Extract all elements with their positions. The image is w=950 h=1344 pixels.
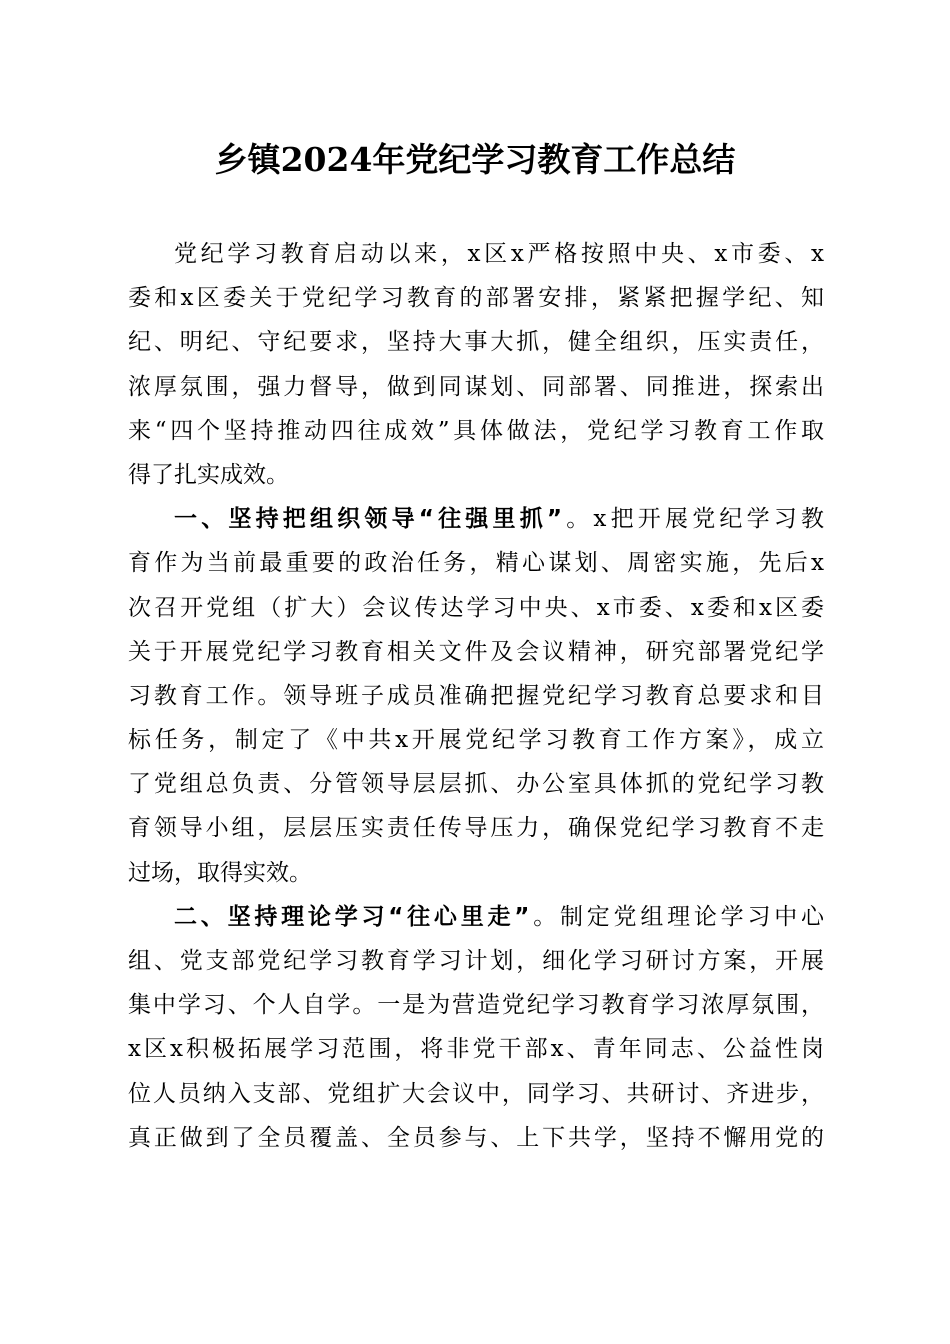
section-heading: 二、坚持理论学习“往心里走” — [174, 903, 530, 930]
text-line: 育领导小组，层层压实责任传导压力，确保党纪学习教育不走 — [128, 815, 824, 842]
paragraph-intro — [128, 232, 824, 497]
text-line: 关于开展党纪学习教育相关文件及会议精神，研究部署党纪学 — [128, 638, 824, 665]
paragraph-section-2 — [128, 895, 824, 1160]
text-line: 过场，取得实效。 — [128, 859, 312, 886]
section-first-line — [128, 497, 824, 541]
document-body — [128, 232, 824, 1160]
text-line: 标任务，制定了《中共x开展党纪学习教育工作方案》，成立 — [128, 727, 824, 754]
text-line: 了党组总负责、分管领导层层抓、办公室具体抓的党纪学习教 — [128, 771, 824, 798]
section-text: 。x把开展党纪学习教 — [562, 506, 824, 533]
paragraph-section-1 — [128, 497, 824, 895]
text-line: x区x积极拓展学习范围，将非党干部x、青年同志、公益性岗 — [128, 1036, 824, 1063]
text-line: 组、党支部党纪学习教育学习计划，细化学习研讨方案，开展 — [128, 948, 824, 974]
text-line: 集中学习、个人自学。一是为营造党纪学习教育学习浓厚氛围， — [128, 992, 824, 1019]
section-heading: 一、坚持把组织领导“往强里抓” — [174, 506, 563, 533]
text-line: 位人员纳入支部、党组扩大会议中，同学习、共研讨、齐进步， — [128, 1080, 824, 1107]
text-line: 来“四个坚持推动四往成效”具体做法，党纪学习教育工作取 — [128, 417, 824, 444]
document-title: 乡镇2024年党纪学习教育工作总结 — [214, 140, 736, 179]
text-line: 委和x区委关于党纪学习教育的部署安排，紧紧把握学纪、知 — [128, 285, 824, 312]
text-line: 纪、明纪、守纪要求，坚持大事大抓，健全组织，压实责任， — [128, 329, 824, 356]
text-line: 育作为当前最重要的政治任务，精心谋划、周密实施，先后x — [128, 550, 824, 577]
section-first-line — [128, 895, 824, 939]
text-line: 党纪学习教育启动以来，x区x严格按照中央、x市委、x — [174, 241, 824, 267]
text-line: 浓厚氛围，强力督导，做到同谋划、同部署、同推进，探索出 — [128, 373, 824, 400]
text-line: 次召开党组（扩大）会议传达学习中央、x市委、x委和x区委 — [128, 594, 824, 621]
text-line: 真正做到了全员覆盖、全员参与、上下共学，坚持不懈用党的 — [128, 1124, 824, 1151]
text-line: 习教育工作。领导班子成员准确把握党纪学习教育总要求和目 — [128, 682, 824, 709]
text-line: 得了扎实成效。 — [128, 461, 289, 488]
section-text: 。制定党组理论学习中心 — [529, 903, 825, 930]
